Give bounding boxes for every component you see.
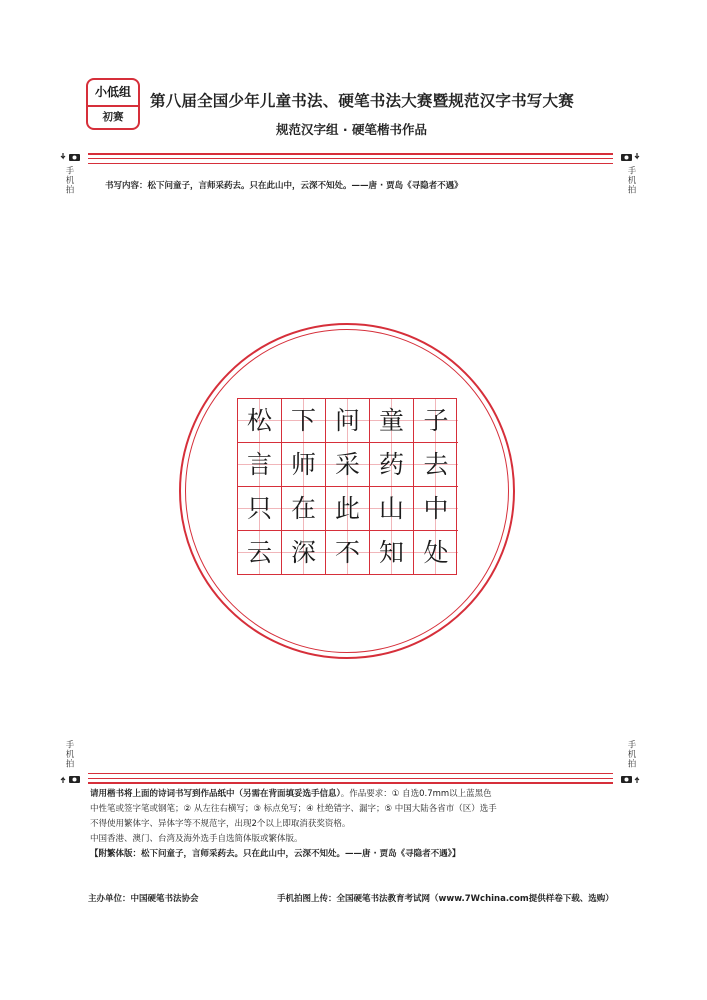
grid-cell: 云: [238, 531, 282, 575]
download-camera-icon: [60, 152, 82, 162]
badge-round-label: 初赛: [102, 111, 124, 123]
grid-cell: 中: [414, 487, 458, 531]
camera-download-icon: [620, 152, 642, 162]
grid-row: [238, 399, 456, 443]
photo-mark-bottom-left: [60, 774, 82, 787]
grid-cell: 知: [370, 531, 414, 575]
top-rule-thin: [88, 158, 613, 159]
traditional-version-note: 【附繁体版：松下问童子，言师采药去。只在此山中，云深不知处。——唐 · 贾岛《寻隐者不遇》】: [90, 849, 461, 859]
grid-cell: 此: [326, 487, 370, 531]
grid-cell: 子: [414, 399, 458, 443]
grid-row: [238, 487, 456, 531]
photo-mark-top-left: [60, 152, 82, 165]
top-rule-thin-2: [88, 163, 613, 164]
camera-upload-icon: [620, 774, 642, 784]
page-subtitle: 规范汉字组 · 硬笔楷书作品: [276, 122, 427, 137]
upload-camera-icon: [60, 774, 82, 784]
photo-mark-bottom-right: [620, 774, 642, 787]
grid-cell: 言: [238, 443, 282, 487]
requirements-block: [90, 787, 630, 862]
photo-mark-top-right: [620, 152, 642, 165]
bottom-rule-thin: [88, 773, 613, 774]
photo-label-bottom-right: 手机拍: [626, 740, 636, 769]
page-title: 第八届全国少年儿童书法、硬笔书法大赛暨规范汉字书写大赛: [150, 92, 574, 110]
requirements-line-2: 中性笔或签字笔或钢笔；② 从左往右横写；③ 标点免写；④ 杜绝错字、漏字；⑤ 中国大陆各省市（区）选手: [90, 804, 497, 814]
grid-cell: 童: [370, 399, 414, 443]
requirements-intro: 。作品要求：① 自选0.7mm以上蓝黑色: [340, 789, 492, 799]
bottom-rule-thin-2: [88, 778, 613, 779]
grid-cell: 处: [414, 531, 458, 575]
grid-row: [238, 531, 456, 575]
photo-label-top-right: 手机拍: [626, 166, 636, 195]
grid-row: [238, 443, 456, 487]
grid-cell: 采: [326, 443, 370, 487]
top-rule: [88, 153, 613, 155]
grid-cell: 深: [282, 531, 326, 575]
grid-cell: 山: [370, 487, 414, 531]
writing-grid: [237, 398, 457, 575]
organizer-text: 主办单位：中国硬笔书法协会: [88, 894, 199, 904]
bottom-rule: [88, 782, 613, 784]
upload-info-link[interactable]: 手机拍图上传：全国硬笔书法教育考试网（www.7Wchina.com提供样卷下载、选购）: [277, 894, 614, 904]
requirements-instruction: 请用楷书将上面的诗词书写到作品纸中（另需在背面填妥选手信息）: [90, 789, 341, 799]
grid-cell: 问: [326, 399, 370, 443]
photo-label-bottom-left: 手机拍: [64, 740, 74, 769]
grid-cell: 下: [282, 399, 326, 443]
grid-cell: 药: [370, 443, 414, 487]
requirements-line-1: [90, 787, 630, 802]
grid-cell: 去: [414, 443, 458, 487]
writing-content: 书写内容：松下问童子，言师采药去。只在此山中，云深不知处。——唐 · 贾岛《寻隐者不遇》: [105, 181, 463, 191]
grid-cell: 不: [326, 531, 370, 575]
grid-cell: 松: [238, 399, 282, 443]
grid-cell: 师: [282, 443, 326, 487]
requirements-line-3: 不得使用繁体字、异体字等不规范字，出现2个以上即取消获奖资格。: [90, 819, 351, 829]
group-badge: [86, 78, 140, 130]
requirements-line-4: 中国香港、澳门、台湾及海外选手自选简体版或繁体版。: [90, 834, 303, 844]
grid-cell: 在: [282, 487, 326, 531]
photo-label-top-left: 手机拍: [64, 166, 74, 195]
badge-group-label: 小低组: [88, 80, 138, 107]
grid-cell: 只: [238, 487, 282, 531]
